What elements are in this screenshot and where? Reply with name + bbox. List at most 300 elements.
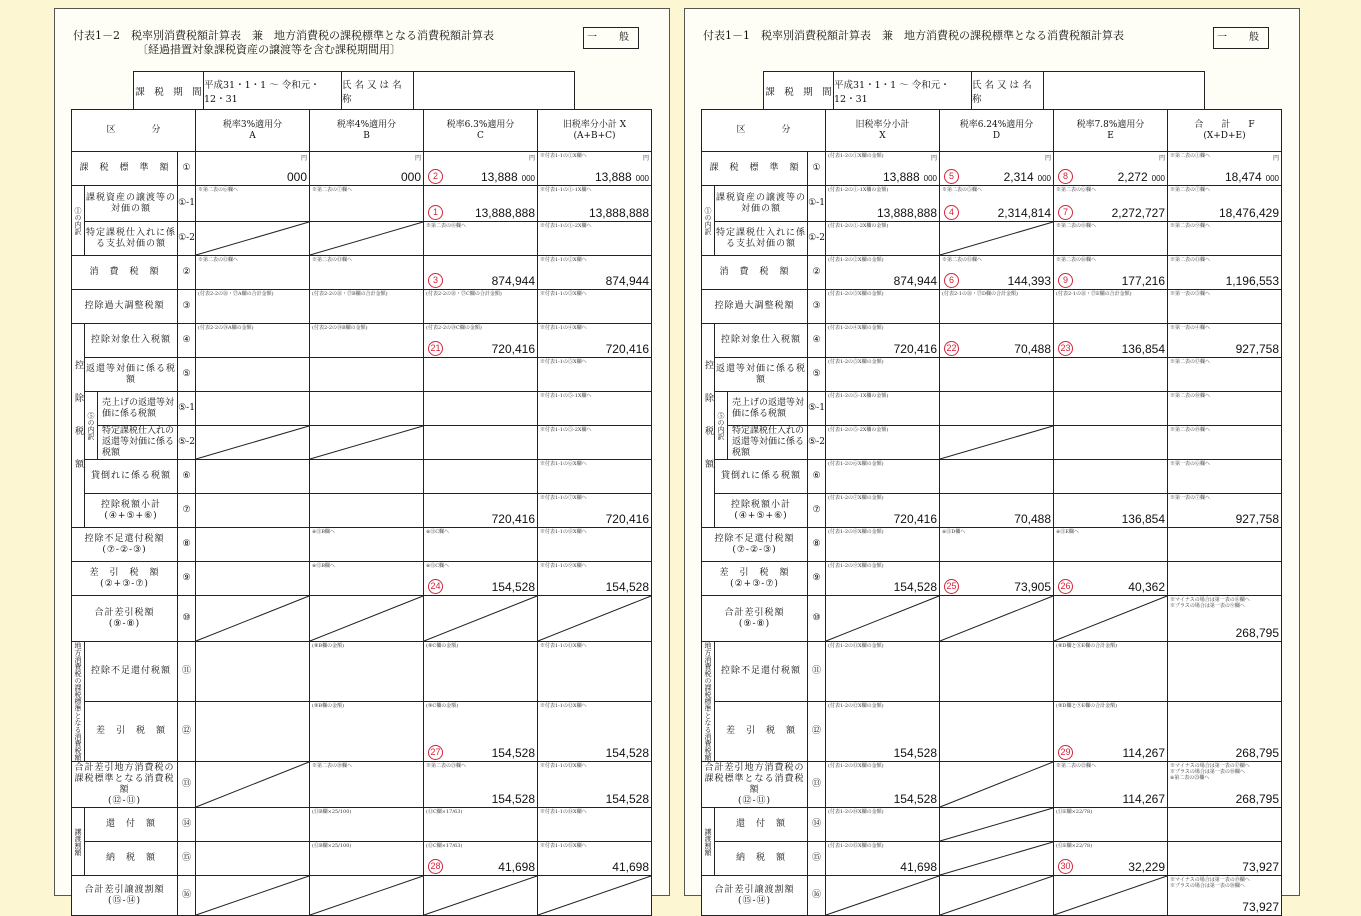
- value-cell-c[interactable]: [424, 186, 538, 222]
- cell-note: (付表1-2の⑫X欄の金額): [828, 703, 884, 709]
- cell-note: (付表1-2の④X欄の金額): [828, 325, 884, 331]
- strike-diagonal: [940, 842, 1053, 875]
- value-cell-a[interactable]: [196, 222, 310, 256]
- value-cell-a[interactable]: [196, 762, 310, 808]
- value-cell-c[interactable]: [424, 324, 538, 358]
- value-cell-c[interactable]: [424, 562, 538, 596]
- amount-value: [589, 206, 649, 220]
- value-cell-x[interactable]: [538, 256, 652, 290]
- value-cell-x[interactable]: [826, 358, 940, 392]
- value-cell-d[interactable]: [940, 528, 1054, 562]
- group-side-label: ①の内訳: [72, 186, 85, 256]
- value-cell-f[interactable]: [1168, 876, 1282, 916]
- value-cell-a[interactable]: [196, 324, 310, 358]
- period-value[interactable]: 平成31・1・1 ～ 令和元・12・31: [204, 72, 342, 109]
- row-label-text: 合計差引地方消費税の課税標準となる消費税額: [704, 762, 805, 795]
- value-cell-a[interactable]: [196, 642, 310, 702]
- row-label-text: 特定課税仕入れに係る支払対価の額: [715, 227, 806, 249]
- value-cell-x[interactable]: [538, 842, 652, 876]
- value-cell-c[interactable]: [424, 358, 538, 392]
- row-r7: [72, 494, 652, 528]
- value-cell-b[interactable]: [310, 256, 424, 290]
- row-number: ⑬: [808, 762, 826, 808]
- value-cell-x[interactable]: [826, 596, 940, 642]
- value-cell-a[interactable]: [196, 808, 310, 842]
- amount-text: 874,944: [491, 274, 535, 288]
- cell-note: (⑧C欄の金額): [426, 643, 459, 649]
- row-label: [85, 222, 178, 256]
- value-cell-x[interactable]: [826, 528, 940, 562]
- value-cell-x[interactable]: [826, 186, 940, 222]
- value-cell-c[interactable]: [424, 392, 538, 426]
- value-cell-x[interactable]: [538, 528, 652, 562]
- column-header-title: 税率7.8%適用分: [1076, 119, 1145, 130]
- value-cell-c[interactable]: [424, 256, 538, 290]
- reference-number-badge: 26: [1058, 579, 1073, 594]
- cell-note: (付表1-2の⑧X欄の金額): [828, 529, 884, 535]
- cell-note: ※付表1-1の⑧X欄へ: [540, 529, 587, 535]
- value-cell-a[interactable]: [196, 256, 310, 290]
- cell-note: (付表2-1の㉖・㉗D欄の合計金額): [942, 291, 1018, 297]
- cell-note: ※第二表の⑪欄へ: [1170, 257, 1211, 263]
- amount-text: 13,888: [882, 170, 920, 184]
- row-label-text: 控除不足還付税額: [720, 666, 801, 676]
- value-cell-x[interactable]: [826, 642, 940, 702]
- value-cell-f[interactable]: [1168, 808, 1282, 842]
- row-label-text: 控除対象仕入税額: [720, 335, 801, 345]
- name-label: 氏 名 又 は 名 称: [972, 72, 1044, 109]
- period-row: [763, 71, 1205, 109]
- cell-note: ※⑫B欄へ: [312, 563, 335, 569]
- value-cell-d[interactable]: [940, 494, 1054, 528]
- row-number: ①: [178, 152, 196, 186]
- value-cell-c[interactable]: [424, 528, 538, 562]
- value-cell-c[interactable]: [424, 876, 538, 916]
- row-label-text: 課税資産の譲渡等の対価の額: [715, 192, 806, 214]
- row-r11: [72, 186, 652, 222]
- value-cell-x[interactable]: [826, 256, 940, 290]
- value-cell-d[interactable]: [940, 290, 1054, 324]
- value-cell-a[interactable]: [196, 186, 310, 222]
- row-label: [72, 152, 178, 186]
- strike-diagonal: [940, 596, 1053, 641]
- cell-note: ※第二表の⑰欄へ: [1170, 359, 1211, 365]
- row-label-text: 控除税額小計: [100, 499, 161, 510]
- header-row: [72, 110, 652, 152]
- column-header-code: (A+B+C): [573, 130, 616, 141]
- value-cell-b[interactable]: [310, 808, 424, 842]
- row-number: ①-2: [808, 222, 826, 256]
- row-formula: (④+⑤+⑥): [734, 510, 788, 521]
- value-cell-c[interactable]: [424, 762, 538, 808]
- value-cell-a[interactable]: [196, 596, 310, 642]
- amount-value: [606, 512, 649, 526]
- value-cell-e[interactable]: [1054, 392, 1168, 426]
- cell-note: (付表1-2の①-1X欄の金額): [828, 187, 889, 193]
- value-cell-e[interactable]: [1054, 528, 1168, 562]
- cell-note: ※第二表の⑨欄へ: [1170, 223, 1211, 229]
- thousand-suffix: 000: [1265, 174, 1279, 183]
- value-cell-x[interactable]: [538, 290, 652, 324]
- value-cell-d[interactable]: [940, 392, 1054, 426]
- form-title: [73, 29, 494, 57]
- value-cell-x[interactable]: [538, 460, 652, 494]
- period-value[interactable]: 平成31・1・1 ～ 令和元・12・31: [834, 72, 972, 109]
- value-cell-c[interactable]: [424, 222, 538, 256]
- column-header-code: B: [363, 130, 370, 141]
- cell-note: (付表1-2の⑮X欄の金額): [828, 843, 884, 849]
- amount-text: 154,528: [605, 746, 649, 760]
- value-cell-d[interactable]: [940, 460, 1054, 494]
- value-cell-c[interactable]: [424, 702, 538, 762]
- value-cell-e[interactable]: [1054, 642, 1168, 702]
- amount-text: 144,393: [1007, 274, 1051, 288]
- value-cell-x[interactable]: [538, 762, 652, 808]
- value-cell-b[interactable]: [310, 426, 424, 460]
- value-cell-e[interactable]: [1054, 842, 1168, 876]
- value-cell-c[interactable]: [424, 290, 538, 324]
- value-cell-x[interactable]: [826, 762, 940, 808]
- value-cell-e[interactable]: [1054, 358, 1168, 392]
- value-cell-c[interactable]: [424, 426, 538, 460]
- row-r10: [72, 596, 652, 642]
- value-cell-e[interactable]: [1054, 562, 1168, 596]
- name-field[interactable]: [1044, 72, 1204, 109]
- value-cell-f[interactable]: [1168, 256, 1282, 290]
- row-r12b: [702, 702, 1282, 762]
- value-cell-e[interactable]: [1054, 152, 1168, 186]
- value-cell-e[interactable]: [1054, 256, 1168, 290]
- value-cell-b[interactable]: [310, 494, 424, 528]
- name-field[interactable]: [414, 72, 574, 109]
- row-number: ①-2: [178, 222, 196, 256]
- column-header-code: A: [249, 130, 256, 141]
- column-header-title: 旧税率分小計 X: [562, 119, 627, 130]
- row-label-text: 合計差引譲渡割額: [84, 884, 165, 895]
- strike-diagonal: [826, 876, 939, 915]
- value-cell-e[interactable]: [1054, 596, 1168, 642]
- kubun-header: 区 分: [72, 110, 196, 152]
- row-formula: (⑮-⑭): [107, 895, 142, 906]
- value-cell-e[interactable]: [1054, 426, 1168, 460]
- value-cell-d[interactable]: [940, 152, 1054, 186]
- value-cell-d[interactable]: [940, 642, 1054, 702]
- cell-note: ※第二表の⑦欄へ: [312, 187, 353, 193]
- cell-note: (⑫E欄×22/78): [1056, 843, 1093, 849]
- value-cell-f[interactable]: [1168, 842, 1282, 876]
- cell-note: ※付表1-1の⑦X欄へ: [540, 495, 587, 501]
- amount-text: 70,488: [1014, 512, 1051, 526]
- value-cell-f[interactable]: [1168, 762, 1282, 808]
- value-cell-a[interactable]: [196, 460, 310, 494]
- value-cell-d[interactable]: [940, 762, 1054, 808]
- row-number: ⑪: [808, 642, 826, 702]
- amount-value: [492, 512, 535, 526]
- value-cell-x[interactable]: [826, 324, 940, 358]
- row-formula: (⑦-②-③): [732, 544, 777, 555]
- strike-diagonal: [310, 876, 423, 915]
- value-cell-f[interactable]: [1168, 642, 1282, 702]
- amount-text: 2,314,814: [997, 206, 1051, 220]
- value-cell-e[interactable]: [1054, 186, 1168, 222]
- amount-value: [1226, 274, 1279, 288]
- amount-text: 136,854: [1121, 342, 1165, 356]
- value-cell-b[interactable]: [310, 460, 424, 494]
- value-cell-x[interactable]: [826, 290, 940, 324]
- row-number: ③: [808, 290, 826, 324]
- value-cell-b[interactable]: [310, 324, 424, 358]
- row-r12: [702, 222, 1282, 256]
- row-label: [85, 808, 178, 842]
- value-cell-d[interactable]: [940, 562, 1054, 596]
- value-cell-x[interactable]: [538, 186, 652, 222]
- value-cell-f[interactable]: [1168, 562, 1282, 596]
- value-cell-d[interactable]: [940, 426, 1054, 460]
- value-cell-d[interactable]: [940, 596, 1054, 642]
- amount-value: [606, 746, 649, 760]
- row-label-text: 返還等対価に係る税額: [715, 363, 806, 385]
- value-cell-a[interactable]: [196, 358, 310, 392]
- amount-value: [287, 170, 307, 184]
- row-r16: [702, 876, 1282, 916]
- value-cell-f[interactable]: [1168, 290, 1282, 324]
- cell-note: ※付表1-1の⑤-2X欄へ: [540, 427, 592, 433]
- value-cell-x[interactable]: [826, 426, 940, 460]
- row-formula: (②+③-⑦): [100, 578, 149, 589]
- cell-note: (付表1-2の⑦X欄の金額): [828, 495, 884, 501]
- value-cell-f[interactable]: [1168, 528, 1282, 562]
- subtitle-text: 〔経過措置対象課税資産の譲渡等を含む課税期間用〕: [137, 43, 401, 56]
- value-cell-f[interactable]: [1168, 426, 1282, 460]
- value-cell-b[interactable]: [310, 876, 424, 916]
- row-label: [715, 222, 808, 256]
- row-label-text: 還 付 額: [735, 819, 786, 829]
- amount-text: 70,488: [1014, 342, 1051, 356]
- value-cell-a[interactable]: [196, 290, 310, 324]
- value-cell-a[interactable]: [196, 392, 310, 426]
- amount-value: [1122, 512, 1165, 526]
- value-cell-c[interactable]: [424, 460, 538, 494]
- value-cell-b[interactable]: [310, 186, 424, 222]
- cell-note: (付表1-2の⑬X欄の金額): [828, 763, 884, 769]
- value-cell-x[interactable]: [826, 460, 940, 494]
- row-r13: [702, 762, 1282, 808]
- amount-text: 13,888,888: [474, 206, 535, 220]
- cell-note: ※付表1-1の①-1X欄へ: [540, 187, 592, 193]
- value-cell-c[interactable]: [424, 152, 538, 186]
- value-cell-c[interactable]: [424, 642, 538, 702]
- value-cell-d[interactable]: [940, 324, 1054, 358]
- row-number: ⑤-2: [178, 426, 196, 460]
- amount-value: [1014, 342, 1051, 356]
- amount-value: [894, 746, 937, 760]
- row-label: [702, 290, 808, 324]
- strike-diagonal: [310, 222, 423, 255]
- value-cell-a[interactable]: [196, 562, 310, 596]
- value-cell-b[interactable]: [310, 392, 424, 426]
- reference-number-badge: 29: [1058, 745, 1073, 760]
- value-cell-e[interactable]: [1054, 762, 1168, 808]
- amount-text: 154,528: [893, 792, 937, 806]
- value-cell-a[interactable]: [196, 702, 310, 762]
- yen-unit: 円: [300, 155, 307, 162]
- value-cell-x[interactable]: [826, 494, 940, 528]
- value-cell-f[interactable]: [1168, 702, 1282, 762]
- value-cell-f[interactable]: [1168, 152, 1282, 186]
- value-cell-e[interactable]: [1054, 702, 1168, 762]
- strike-diagonal: [196, 876, 309, 915]
- row-r2: [702, 256, 1282, 290]
- amount-text: 73,927: [1242, 900, 1279, 914]
- value-cell-f[interactable]: [1168, 186, 1282, 222]
- row-number: ②: [178, 256, 196, 290]
- amount-value: [877, 206, 937, 220]
- row-formula: (②+③-⑦): [730, 578, 779, 589]
- reference-number-badge: 2: [428, 169, 443, 184]
- value-cell-e[interactable]: [1054, 460, 1168, 494]
- amount-value: [1242, 900, 1279, 914]
- cell-note: (⑨D欄と⑨E欄の合計金額): [1056, 703, 1118, 709]
- reference-number-badge: 5: [944, 169, 959, 184]
- column-header-code: E: [1107, 130, 1114, 141]
- value-cell-c[interactable]: [424, 494, 538, 528]
- value-cell-x[interactable]: [538, 222, 652, 256]
- value-cell-f[interactable]: [1168, 596, 1282, 642]
- value-cell-f[interactable]: [1168, 222, 1282, 256]
- amount-text: 73,905: [1014, 580, 1051, 594]
- value-cell-c[interactable]: [424, 596, 538, 642]
- cell-note: ※第二表の⑮欄へ: [942, 257, 983, 263]
- value-cell-d[interactable]: [940, 222, 1054, 256]
- value-cell-b[interactable]: [310, 642, 424, 702]
- amount-value: [1008, 274, 1051, 288]
- row-number: ⑭: [808, 808, 826, 842]
- value-cell-c[interactable]: [424, 842, 538, 876]
- value-cell-e[interactable]: [1054, 876, 1168, 916]
- value-cell-a[interactable]: [196, 876, 310, 916]
- value-cell-x[interactable]: [826, 392, 940, 426]
- row-number: ③: [178, 290, 196, 324]
- row-label-text: 消 費 税 額: [89, 267, 160, 277]
- row-label: [715, 186, 808, 222]
- value-cell-f[interactable]: [1168, 358, 1282, 392]
- value-cell-d[interactable]: [940, 702, 1054, 762]
- value-cell-a[interactable]: [196, 494, 310, 528]
- row-formula: (⑦-②-③): [102, 544, 147, 555]
- value-cell-f[interactable]: [1168, 392, 1282, 426]
- kojo-side-label: 控除税額: [72, 324, 85, 528]
- value-cell-x[interactable]: [538, 358, 652, 392]
- value-cell-x[interactable]: [538, 152, 652, 186]
- value-cell-x[interactable]: [826, 222, 940, 256]
- group-side-label: 地方消費税の課税標準となる消費税額: [702, 642, 715, 762]
- cell-note: (付表2-2の㉔B欄の金額): [312, 325, 368, 331]
- value-cell-b[interactable]: [310, 702, 424, 762]
- value-cell-d[interactable]: [940, 186, 1054, 222]
- row-number: ⑫: [808, 702, 826, 762]
- value-cell-x[interactable]: [538, 596, 652, 642]
- cell-note: (付表1-2の⑤X欄の金額): [828, 359, 884, 365]
- value-cell-b[interactable]: [310, 222, 424, 256]
- amount-text: 2,272: [1117, 170, 1148, 184]
- value-cell-a[interactable]: [196, 426, 310, 460]
- value-cell-b[interactable]: [310, 842, 424, 876]
- amount-value: [595, 170, 649, 184]
- row-r10: [702, 596, 1282, 642]
- value-cell-x[interactable]: [538, 426, 652, 460]
- value-cell-b[interactable]: [310, 152, 424, 186]
- value-cell-f[interactable]: [1168, 460, 1282, 494]
- column-header-d: [940, 110, 1054, 152]
- value-cell-b[interactable]: [310, 290, 424, 324]
- value-cell-e[interactable]: [1054, 494, 1168, 528]
- reference-number-badge: 24: [428, 579, 443, 594]
- strike-diagonal: [940, 426, 1053, 459]
- value-cell-x[interactable]: [826, 152, 940, 186]
- value-cell-d[interactable]: [940, 808, 1054, 842]
- value-cell-x[interactable]: [538, 562, 652, 596]
- value-cell-d[interactable]: [940, 876, 1054, 916]
- value-cell-x[interactable]: [538, 808, 652, 842]
- value-cell-x[interactable]: [538, 494, 652, 528]
- value-cell-b[interactable]: [310, 358, 424, 392]
- value-cell-b[interactable]: [310, 528, 424, 562]
- value-cell-b[interactable]: [310, 596, 424, 642]
- row-number: ⑧: [808, 528, 826, 562]
- value-cell-x[interactable]: [826, 808, 940, 842]
- value-cell-x[interactable]: [826, 702, 940, 762]
- value-cell-e[interactable]: [1054, 290, 1168, 324]
- value-cell-b[interactable]: [310, 562, 424, 596]
- value-cell-e[interactable]: [1054, 808, 1168, 842]
- value-cell-f[interactable]: [1168, 494, 1282, 528]
- amount-text: 927,758: [1235, 512, 1279, 526]
- value-cell-x[interactable]: [538, 642, 652, 702]
- value-cell-b[interactable]: [310, 762, 424, 808]
- amount-value: [1123, 746, 1166, 760]
- value-cell-a[interactable]: [196, 842, 310, 876]
- value-cell-c[interactable]: [424, 808, 538, 842]
- value-cell-x[interactable]: [538, 392, 652, 426]
- value-cell-x[interactable]: [826, 842, 940, 876]
- value-cell-d[interactable]: [940, 256, 1054, 290]
- value-cell-e[interactable]: [1054, 222, 1168, 256]
- amount-text: 720,416: [491, 342, 535, 356]
- value-cell-x[interactable]: [538, 876, 652, 916]
- amount-value: [492, 342, 535, 356]
- group-side-label: 譲渡割額: [72, 808, 85, 876]
- amount-text: 154,528: [491, 580, 535, 594]
- value-cell-f[interactable]: [1168, 324, 1282, 358]
- cell-note: (付表1-2の③X欄の金額): [828, 291, 884, 297]
- value-cell-a[interactable]: [196, 528, 310, 562]
- column-header-code: D: [992, 130, 1001, 141]
- strike-diagonal: [940, 876, 1053, 915]
- cell-note: ※第一表の③欄へ: [1170, 291, 1211, 297]
- value-cell-x[interactable]: [538, 324, 652, 358]
- value-cell-a[interactable]: [196, 152, 310, 186]
- amount-value: [894, 274, 937, 288]
- cell-note: ※第二表の⑫欄へ: [198, 257, 239, 263]
- row-label: [715, 642, 808, 702]
- row-label-text: 控除不足還付税額: [714, 533, 795, 544]
- value-cell-x[interactable]: [826, 562, 940, 596]
- value-cell-x[interactable]: [826, 876, 940, 916]
- value-cell-x[interactable]: [538, 702, 652, 762]
- value-cell-e[interactable]: [1054, 324, 1168, 358]
- value-cell-d[interactable]: [940, 358, 1054, 392]
- value-cell-d[interactable]: [940, 842, 1054, 876]
